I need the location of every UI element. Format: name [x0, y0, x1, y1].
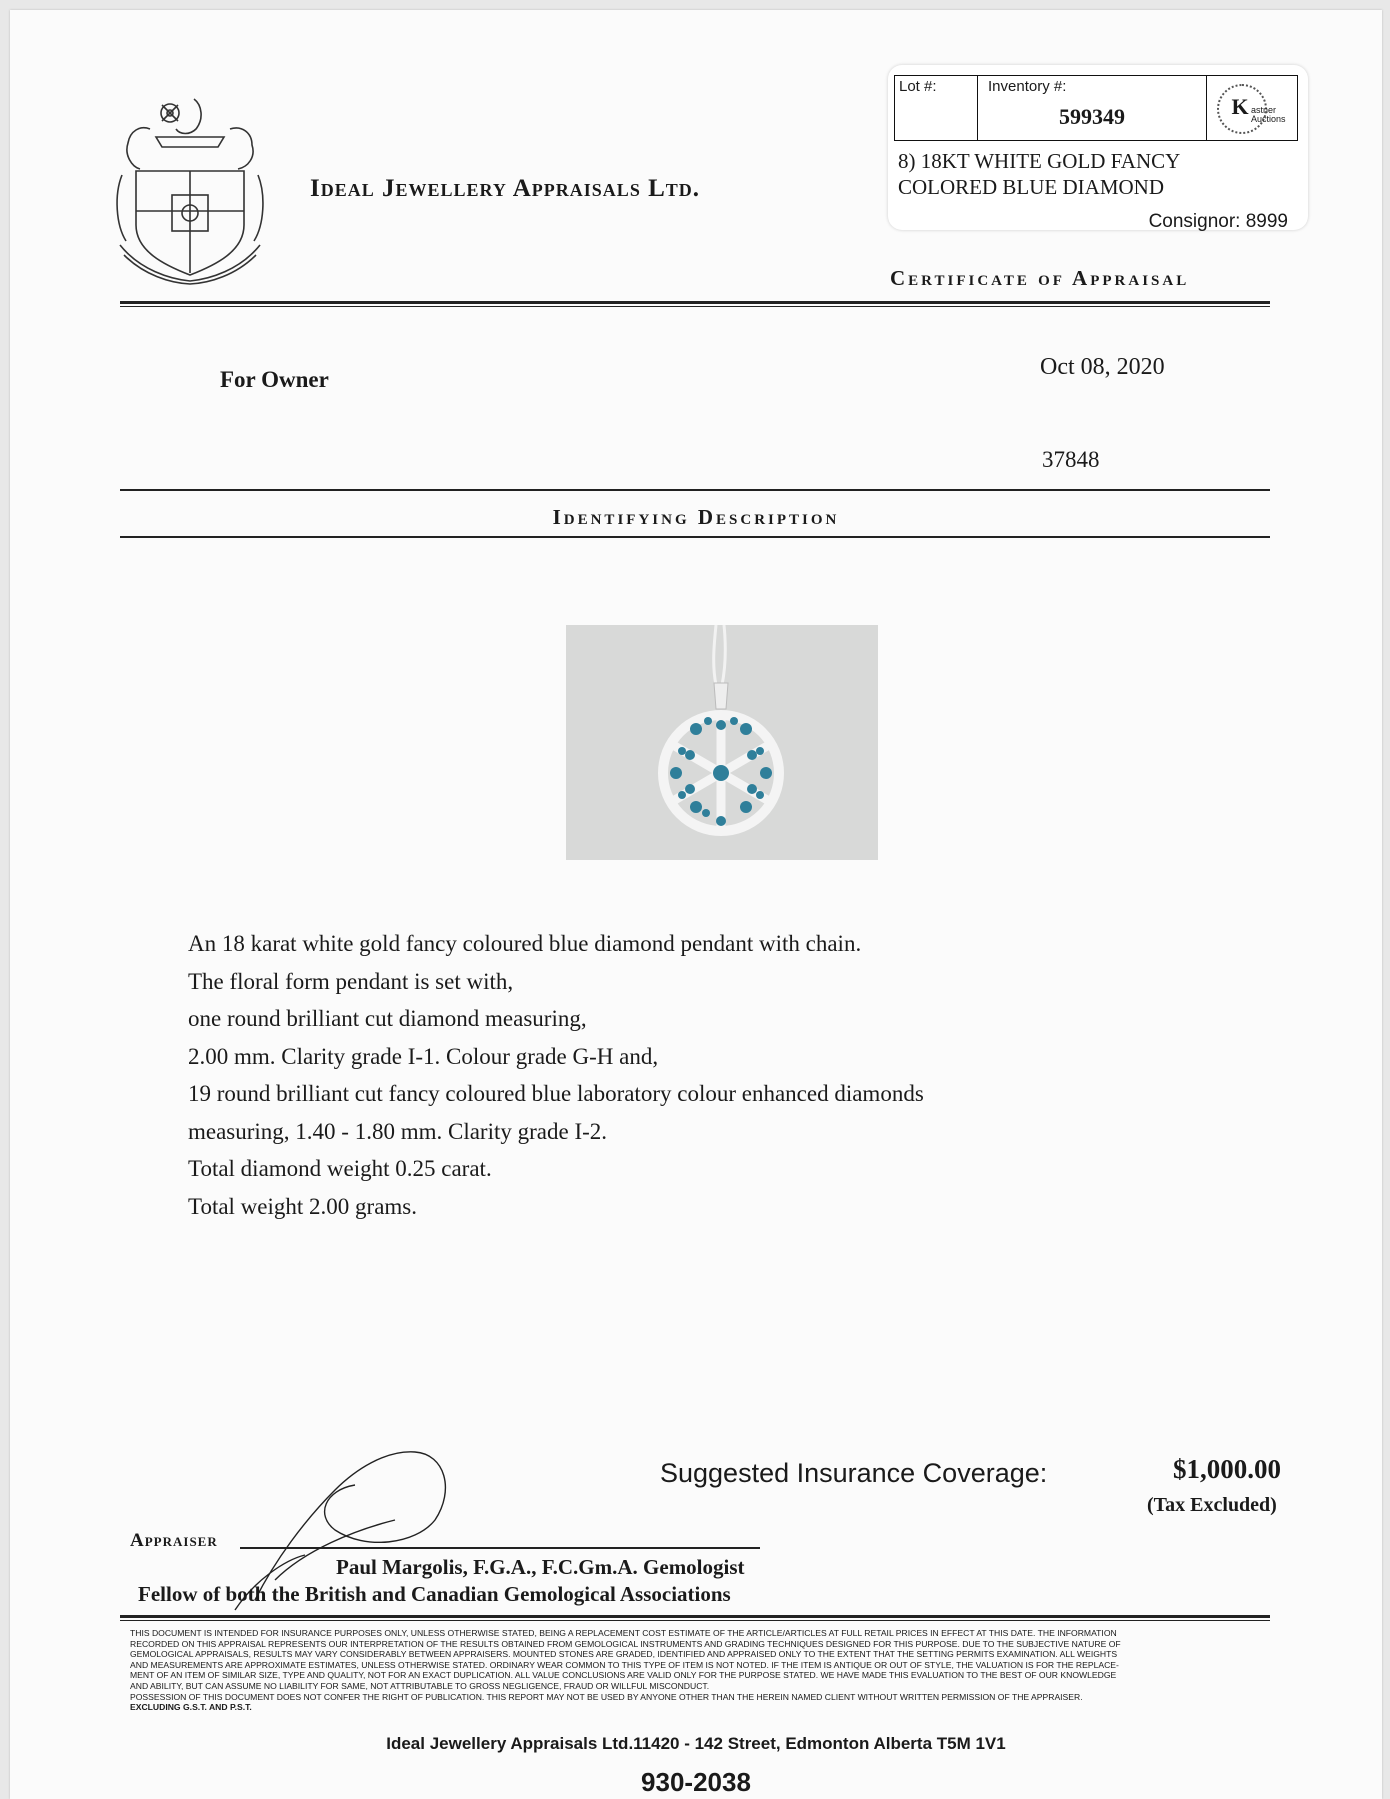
coat-of-arms-icon: [110, 95, 270, 285]
lot-cell: [895, 76, 978, 140]
section-title: Identifying Description: [552, 505, 840, 529]
auction-tag: [888, 65, 1308, 230]
company-phone: 930-2038: [641, 1767, 751, 1797]
description-line: The floral form pendant is set with,: [188, 968, 514, 994]
certificate-sheet: [10, 10, 1382, 1799]
logo-line-2: Auctions: [1251, 114, 1286, 124]
tag-table: [894, 75, 1298, 141]
appraiser-fellowship: Fellow of both the British and Canadian Gemological Associations: [138, 1582, 731, 1606]
tag-description-line-2: COLORED BLUE DIAMOND: [898, 175, 1164, 199]
tax-exclusion-note: EXCLUDING G.S.T. AND P.S.T.: [130, 1702, 252, 1713]
footer-rule-top: [120, 1615, 1270, 1618]
disclaimer-line: GEMOLOGICAL APPRAISALS, RESULTS MAY VARY CONSIDERABLY BETWEEN APPRAISERS. MOUNTED STONES ARE GRADED, IDENTIFIED AND APPRAISED ONLY TO THE EXTENT THAT THE SETTING PERMITS EXAMINATION. ALL WEIGHTS: [130, 1649, 1118, 1660]
company-address: Ideal Jewellery Appraisals Ltd.11420 - 142 Street, Edmonton Alberta T5M 1V1: [386, 1734, 1006, 1753]
disclaimer-line: AND MEASUREMENTS ARE APPROXIMATE ESTIMATES, UNLESS OTHERWISE STATED. ORDINARY WEAR COMMON TO THIS TYPE OF ITEM IS NOT NOTED. IF THE ITEM IS ANTIQUE OR OUT OF STYLE, THE VALUATION IS FOR THE REPLACE-: [130, 1659, 1119, 1670]
logo-letter: K: [1231, 94, 1249, 119]
owner-label: For Owner: [220, 367, 329, 392]
description-line: 19 round brilliant cut fancy coloured blue laboratory colour enhanced diamonds: [188, 1081, 924, 1106]
description-line: Total diamond weight 0.25 carat.: [188, 1156, 492, 1181]
consignor: Consignor: 8999: [1148, 211, 1288, 232]
header-rule-top: [120, 301, 1270, 304]
appraiser-name: Paul Margolis, F.G.A., F.C.Gm.A. Gemologist: [336, 1555, 745, 1579]
company-name: Ideal Jewellery Appraisals Ltd.: [310, 175, 701, 202]
tag-description-line-1: 8) 18KT WHITE GOLD FANCY: [898, 149, 1181, 173]
disclaimer-line: AND ABILITY, BUT CAN ASSUME NO LIABILITY FOR SAME, NOT ATTRIBUTABLE TO GROSS NEGLIGENCE, FRAUD OR WILLFUL MISCONDUCT.: [130, 1680, 710, 1691]
inventory-cell: [978, 76, 1207, 140]
description-line: one round brilliant cut diamond measuring,: [188, 1006, 587, 1031]
certificate-title: Certificate of Appraisal: [890, 266, 1190, 290]
insurance-label: Suggested Insurance Coverage:: [660, 1458, 1048, 1488]
appraisal-number: 37848: [1042, 447, 1100, 472]
section-rule-bottom: [120, 536, 1270, 538]
disclaimer-line: THIS DOCUMENT IS INTENDED FOR INSURANCE PURPOSES ONLY, UNLESS OTHERWISE STATED, BEING A REPLACEMENT COST ESTIMATE OF THE ARTICLE/ARTICLES AT FULL RETAIL PRICES IN EFFECT AT THIS DATE. THE INFORMATION: [130, 1628, 1117, 1638]
appraisal-date: Oct 08, 2020: [1040, 354, 1165, 380]
pendant-photo: [566, 625, 878, 860]
item-description: [188, 925, 924, 1225]
inventory-label: Inventory #:: [988, 78, 1067, 95]
disclaimer: [130, 1628, 1280, 1713]
appraiser-label: Appraiser: [130, 1530, 218, 1551]
footer-rule-bottom: [120, 1620, 1270, 1621]
lot-label: Lot #:: [899, 78, 937, 95]
section-rule-top: [120, 489, 1270, 491]
logo-text: [1251, 106, 1286, 124]
insurance-value: $1,000.00: [1173, 1454, 1281, 1484]
description-line: Total weight 2.00 grams.: [188, 1193, 417, 1219]
description-line: 2.00 mm. Clarity grade I-1. Colour grade G-H and,: [188, 1043, 659, 1069]
disclaimer-line: MENT OF AN ITEM OF SIMILAR SIZE, TYPE AND QUALITY, NOT FOR AN EXACT DUPLICATION. ALL VALUE CONCLUSIONS ARE VALID ONLY FOR THE PURPOSE STATED. WE HAVE MADE THIS EVALUATION TO THE BEST OF OUR KNOWLEDGE: [130, 1670, 1117, 1681]
inventory-number: 599349: [1059, 104, 1125, 129]
disclaimer-line: POSSESSION OF THIS DOCUMENT DOES NOT CONFER THE RIGHT OF PUBLICATION. THIS REPORT MAY NOT BE USED BY ANYONE OTHER THAN THE HEREIN NAMED CLIENT WITHOUT WRITTEN PERMISSION OF THE APPRAISER.: [130, 1691, 1083, 1702]
tax-note: (Tax Excluded): [1147, 1494, 1277, 1516]
logo-line-1: astner: [1251, 105, 1277, 115]
description-line: measuring, 1.40 - 1.80 mm. Clarity grade I-2.: [188, 1118, 608, 1144]
header-rule-bottom: [120, 306, 1270, 307]
description-line: An 18 karat white gold fancy coloured blue diamond pendant with chain.: [188, 931, 862, 956]
kastner-logo: [1207, 76, 1297, 140]
disclaimer-line: RECORDED ON THIS APPRAISAL REPRESENTS OUR INTERPRETATION OF THE RESULTS OBTAINED FROM GEMOLOGICAL INSTRUMENTS AND GRADING TECHNIQUES DESIGNED FOR THIS PURPOSE. DUE TO THE SUBJECTIVE NATURE OF: [130, 1638, 1121, 1649]
